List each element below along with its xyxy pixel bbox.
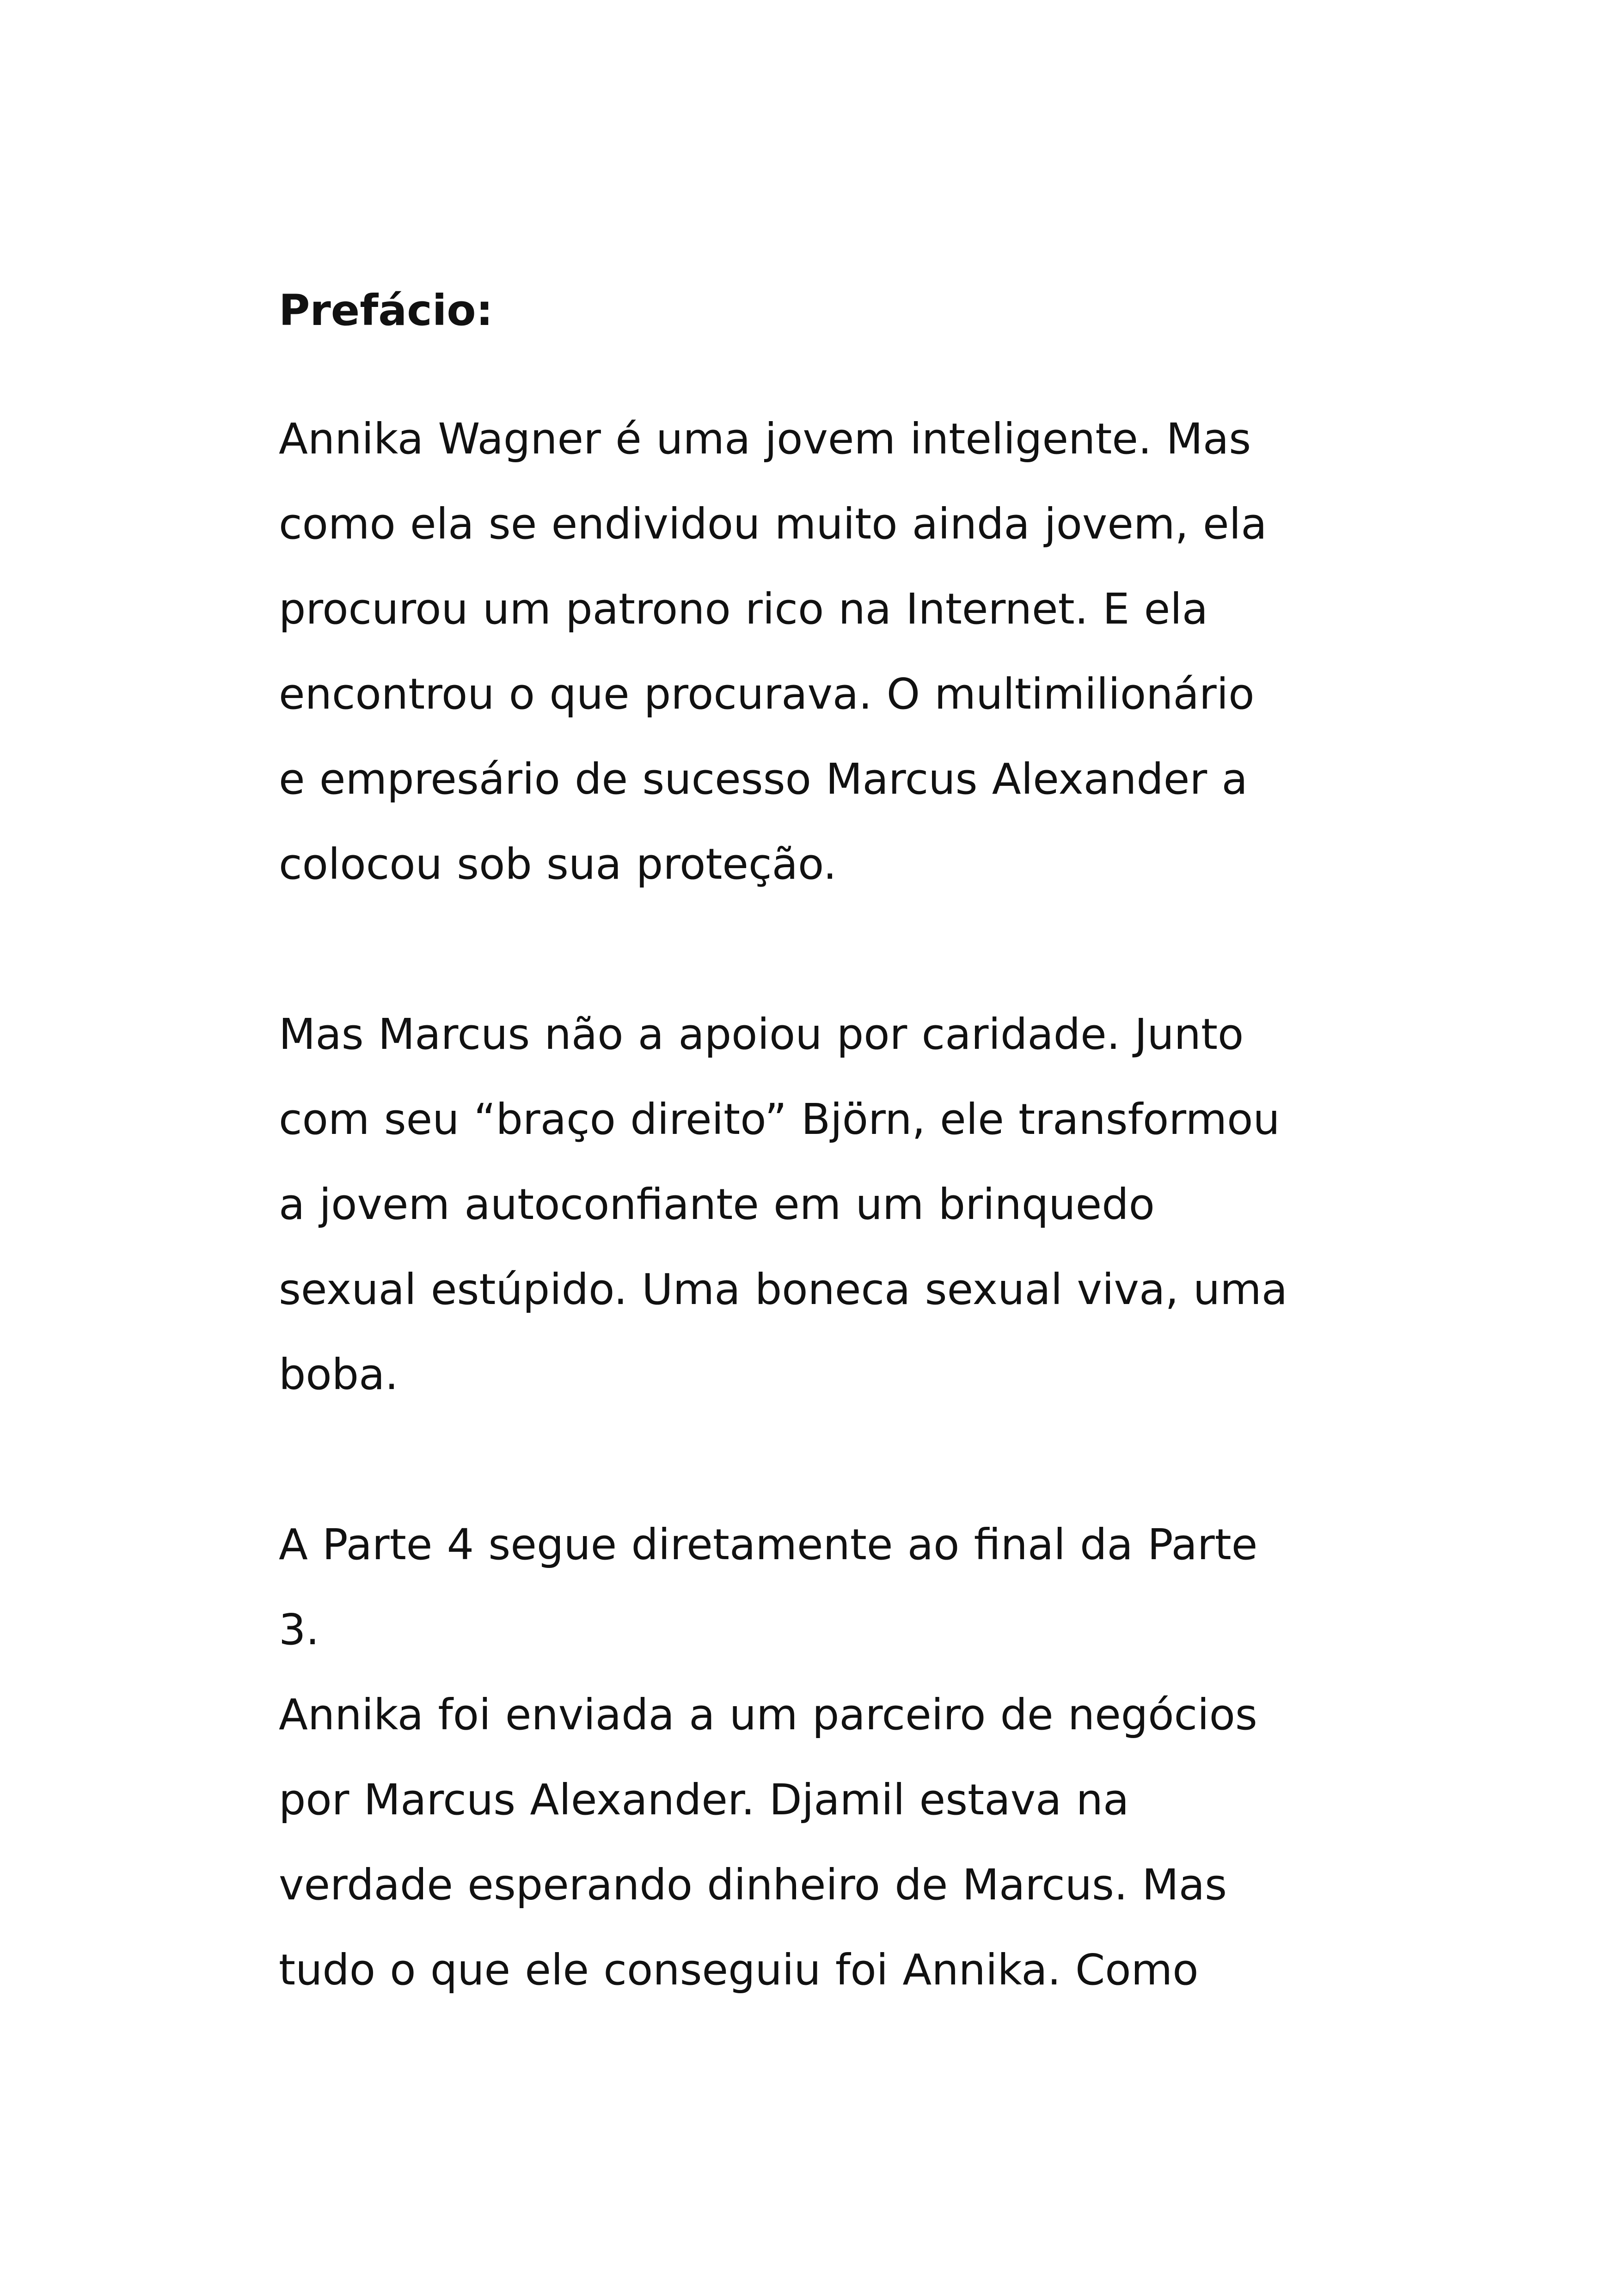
paragraph-2-line-1: Mas Marcus não a apoiou por caridade. Junto (279, 1010, 1244, 1059)
paragraph-4 (279, 1672, 1388, 2013)
paragraph-4-line-2: por Marcus Alexander. Djamil estava na (279, 1775, 1129, 1825)
paragraph-1-line-3: procurou um patrono rico na Internet. E ela (279, 584, 1208, 634)
paragraph-4-line-4: tudo o que ele conseguiu foi Annika. Como (279, 1945, 1199, 1995)
paragraph-1-line-6: colocou sob sua proteção. (279, 839, 837, 889)
paragraph-2 (279, 992, 1388, 1417)
paragraph-4-line-3: verdade esperando dinheiro de Marcus. Mas (279, 1860, 1227, 1910)
paragraph-1-line-5: e empresário de sucesso Marcus Alexander a (279, 754, 1248, 804)
paragraph-3-line-2: 3. (279, 1605, 319, 1654)
paragraph-1-line-2: como ela se endividou muito ainda jovem, ela (279, 499, 1267, 549)
paragraph-4-line-1: Annika foi enviada a um parceiro de negócios (279, 1690, 1257, 1739)
paragraph-2-line-5: boba. (279, 1350, 398, 1399)
document-body (279, 268, 1388, 2013)
paragraph-1 (279, 397, 1388, 907)
paragraph-2-line-4: sexual estúpido. Uma boneca sexual viva, uma (279, 1265, 1288, 1314)
paragraph-2-line-3: a jovem autoconfiante em um brinquedo (279, 1180, 1155, 1229)
paragraph-2-line-2: com seu “braço direito” Björn, ele transformou (279, 1095, 1280, 1144)
paragraph-3 (279, 1502, 1388, 1672)
paragraph-gap (279, 907, 1388, 992)
paragraph-3-line-1: A Parte 4 segue diretamente ao final da Parte (279, 1520, 1258, 1569)
paragraph-gap (279, 1417, 1388, 1502)
paragraph-1-line-4: encontrou o que procurava. O multimilionário (279, 669, 1255, 719)
paragraph-1-line-1: Annika Wagner é uma jovem inteligente. Mas (279, 414, 1251, 464)
preface-heading: Prefácio: (279, 286, 493, 335)
